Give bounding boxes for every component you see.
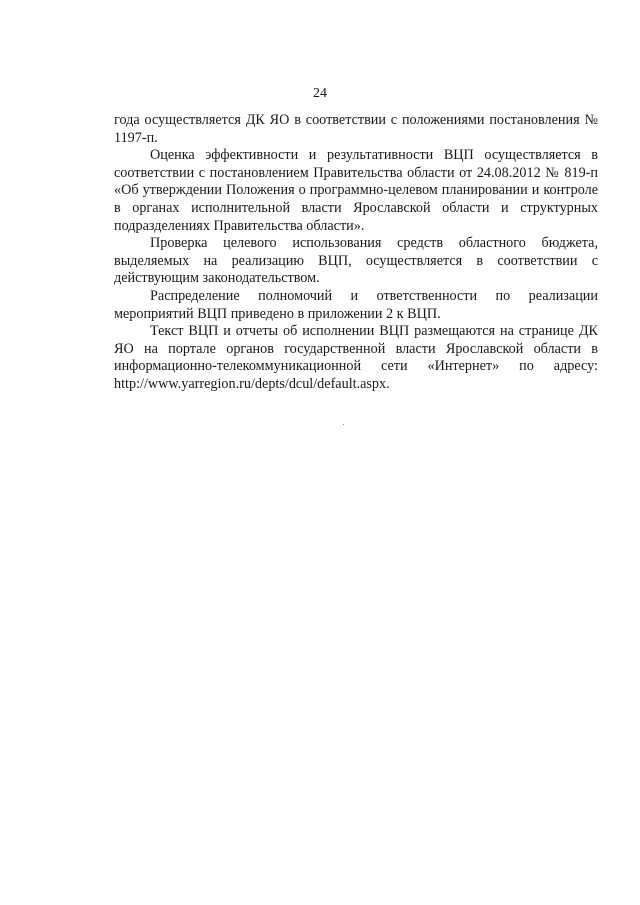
paragraph-budget-check: Проверка целевого использования средств областного бюджета, выделяемых на реализацию ВЦП, осуществляется в соответствии с действующим законодательством. [114, 235, 598, 287]
paragraph-evaluation: Оценка эффективности и результативности ВЦП осуществляется в соответствии с постановлением Правительства области от 24.08.2012 № 819-п «Об утверждении Положения о программно-целевом планировании и контроле в органах исполнительной власти Ярославской области и структурных подразделениях Правительства области». [114, 147, 598, 234]
paragraph-publication: Текст ВЦП и отчеты об исполнении ВЦП размещаются на странице ДК ЯО на портале органов государственной власти Ярославской области в информационно-телекоммуникационной сети «Интернет» по адресу: http://www.yarregion.ru/depts/dcul/default.aspx. [114, 323, 598, 392]
scan-speck [343, 424, 344, 425]
page-number: 24 [313, 86, 327, 101]
paragraph-responsibilities: Распределение полномочий и ответственности по реализации мероприятий ВЦП приведено в приложении 2 к ВЦП. [114, 287, 598, 322]
document-body [114, 112, 598, 394]
paragraph-continuation: года осуществляется ДК ЯО в соответствии с положениями постановления № 1197-п. [114, 112, 598, 146]
